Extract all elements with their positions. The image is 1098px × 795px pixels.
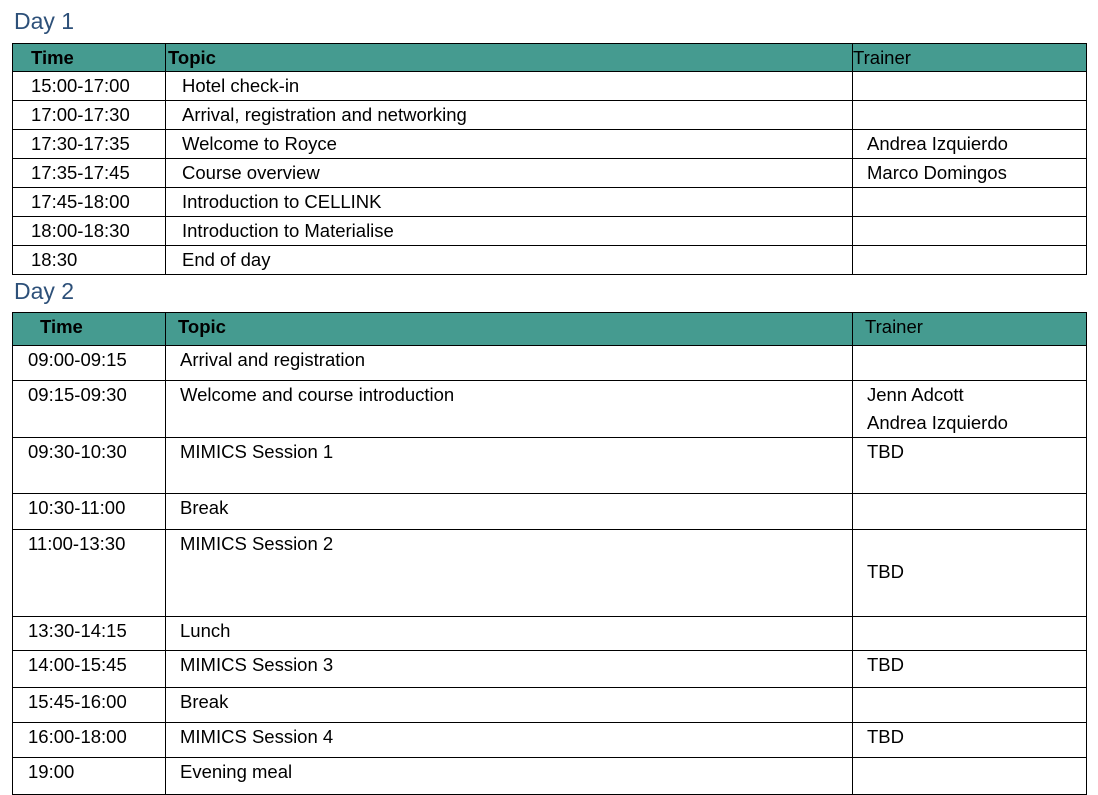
day-2-schedule-table [12, 312, 1087, 795]
table-row [13, 723, 1087, 758]
topic-column-header: Topic [166, 313, 853, 346]
trainer-cell [853, 494, 1087, 530]
time-cell: 17:00-17:30 [13, 101, 166, 130]
topic-cell: End of day [166, 246, 853, 275]
topic-cell: MIMICS Session 2 [166, 530, 853, 617]
trainer-name: TBD [867, 654, 904, 675]
time-column-header: Time [13, 44, 166, 72]
time-cell: 15:00-17:00 [13, 72, 166, 101]
trainer-cell [853, 381, 1087, 438]
time-cell: 09:00-09:15 [13, 346, 166, 381]
topic-cell: Welcome and course introduction [166, 381, 853, 438]
time-cell: 17:35-17:45 [13, 159, 166, 188]
table-row [13, 688, 1087, 723]
time-cell: 09:15-09:30 [13, 381, 166, 438]
time-cell: 18:00-18:30 [13, 217, 166, 246]
table-row [13, 101, 1087, 130]
time-cell: 14:00-15:45 [13, 651, 166, 688]
trainer-cell [853, 688, 1087, 723]
time-cell: 16:00-18:00 [13, 723, 166, 758]
day-2-heading: Day 2 [14, 278, 75, 304]
table-row [13, 494, 1087, 530]
trainer-name [867, 530, 1086, 558]
trainer-name: Andrea Izquierdo [867, 133, 1008, 154]
table-row [13, 246, 1087, 275]
topic-cell: Introduction to CELLINK [166, 188, 853, 217]
trainer-name: Jenn Adcott [867, 384, 964, 405]
time-column-header: Time [13, 313, 166, 346]
time-cell: 18:30 [13, 246, 166, 275]
trainer-cell [853, 530, 1087, 617]
topic-cell: Evening meal [166, 758, 853, 795]
time-cell: 09:30-10:30 [13, 438, 166, 494]
table-row [13, 159, 1087, 188]
topic-cell: Lunch [166, 617, 853, 651]
topic-cell: Course overview [166, 159, 853, 188]
trainer-cell [853, 72, 1087, 101]
trainer-cell [853, 130, 1087, 159]
table-row [13, 651, 1087, 688]
topic-cell: MIMICS Session 3 [166, 651, 853, 688]
table-row [13, 438, 1087, 494]
trainer-name: TBD [867, 441, 904, 462]
topic-cell: Hotel check-in [166, 72, 853, 101]
trainer-cell [853, 438, 1087, 494]
table-row [13, 381, 1087, 438]
table-row [13, 530, 1087, 617]
trainer-cell [853, 651, 1087, 688]
trainer-cell [853, 246, 1087, 275]
topic-cell: Break [166, 494, 853, 530]
table-header-row [13, 44, 1087, 72]
trainer-cell [853, 101, 1087, 130]
time-cell: 10:30-11:00 [13, 494, 166, 530]
topic-cell: Arrival and registration [166, 346, 853, 381]
trainer-name: TBD [867, 726, 904, 747]
trainer-cell [853, 723, 1087, 758]
topic-column-header: Topic [166, 44, 853, 72]
topic-cell: MIMICS Session 4 [166, 723, 853, 758]
trainer-cell [853, 758, 1087, 795]
table-row [13, 72, 1087, 101]
table-row [13, 188, 1087, 217]
table-row [13, 130, 1087, 159]
time-cell: 15:45-16:00 [13, 688, 166, 723]
table-row [13, 346, 1087, 381]
table-row [13, 617, 1087, 651]
trainer-name: TBD [867, 561, 904, 582]
trainer-name: Andrea Izquierdo [867, 412, 1008, 433]
table-header-row [13, 313, 1087, 346]
time-cell: 13:30-14:15 [13, 617, 166, 651]
topic-cell: MIMICS Session 1 [166, 438, 853, 494]
trainer-cell [853, 346, 1087, 381]
trainer-cell [853, 188, 1087, 217]
topic-cell: Break [166, 688, 853, 723]
trainer-cell [853, 617, 1087, 651]
topic-cell: Welcome to Royce [166, 130, 853, 159]
time-cell: 11:00-13:30 [13, 530, 166, 617]
trainer-cell [853, 217, 1087, 246]
table-row [13, 758, 1087, 795]
topic-cell: Arrival, registration and networking [166, 101, 853, 130]
time-cell: 19:00 [13, 758, 166, 795]
trainer-cell [853, 159, 1087, 188]
time-cell: 17:30-17:35 [13, 130, 166, 159]
trainer-column-header: Trainer [853, 44, 1087, 72]
time-cell: 17:45-18:00 [13, 188, 166, 217]
table-row [13, 217, 1087, 246]
day-1-schedule-table [12, 43, 1087, 275]
topic-cell: Introduction to Materialise [166, 217, 853, 246]
trainer-column-header: Trainer [853, 313, 1087, 346]
trainer-name: Marco Domingos [867, 162, 1007, 183]
day-1-heading: Day 1 [14, 8, 75, 34]
